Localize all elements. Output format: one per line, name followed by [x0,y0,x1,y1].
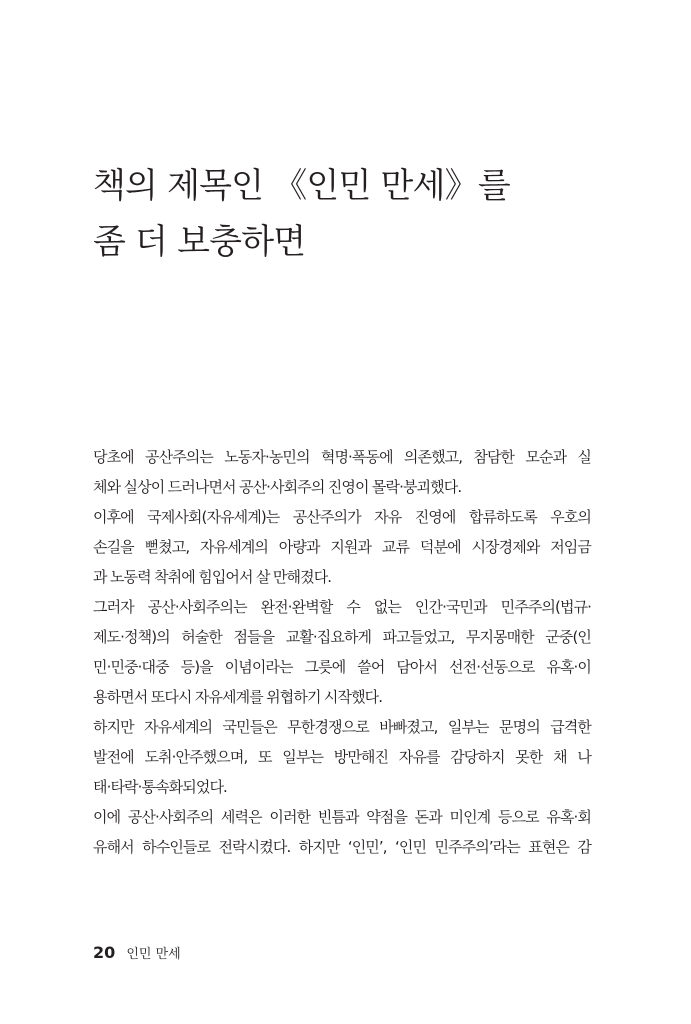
body-line: 손길을 뻗쳤고, 자유세계의 아량과 지원과 교류 덕분에 시장경제와 저임금 [93,538,591,556]
body-text [93,442,591,862]
body-line: 과 노동력 착취에 힘입어서 살 만해졌다. [93,568,332,586]
body-line: 민·민중·대중 등)을 이념이라는 그릇에 쓸어 담아서 선전·선동으로 유혹·이 [93,658,591,676]
body-line: 그러자 공산·사회주의는 완전·완벽할 수 없는 인간·국민과 민주주의(법규· [93,598,591,616]
body-line: 이에 공산·사회주의 세력은 이러한 빈틈과 약점을 돈과 미인계 등으로 유혹·회 [93,808,591,826]
chapter-title [93,158,633,270]
body-line: 제도·정책)의 허술한 점들을 교활·집요하게 파고들었고, 무지몽매한 군중(인 [93,628,591,646]
body-line: 당초에 공산주의는 노동자·농민의 혁명·폭동에 의존했고, 참담한 모순과 실 [93,448,591,466]
page-number: 20 [93,943,116,962]
body-line: 체와 실상이 드러나면서 공산·사회주의 진영이 몰락·붕괴했다. [93,478,462,496]
page-footer [93,943,181,962]
body-line: 발전에 도취·안주했으며, 또 일부는 방만해진 자유를 감당하지 못한 채 나 [93,748,591,766]
body-line: 태·타락·통속화되었다. [93,778,227,796]
running-title: 인민 만세 [126,947,181,962]
body-line: 유해서 하수인들로 전락시켰다. 하지만 ‘인민’, ‘인민 민주주의’라는 표현은 감 [93,838,591,856]
body-line: 용하면서 또다시 자유세계를 위협하기 시작했다. [93,688,383,706]
chapter-title-line-1: 책의 제목인 《인민 만세》를 [93,166,510,206]
chapter-title-line-2: 좀 더 보충하면 [93,222,306,262]
body-line: 이후에 국제사회(자유세계)는 공산주의가 자유 진영에 합류하도록 우호의 [93,508,591,526]
body-line: 하지만 자유세계의 국민들은 무한경쟁으로 바빠졌고, 일부는 문명의 급격한 [93,718,591,736]
